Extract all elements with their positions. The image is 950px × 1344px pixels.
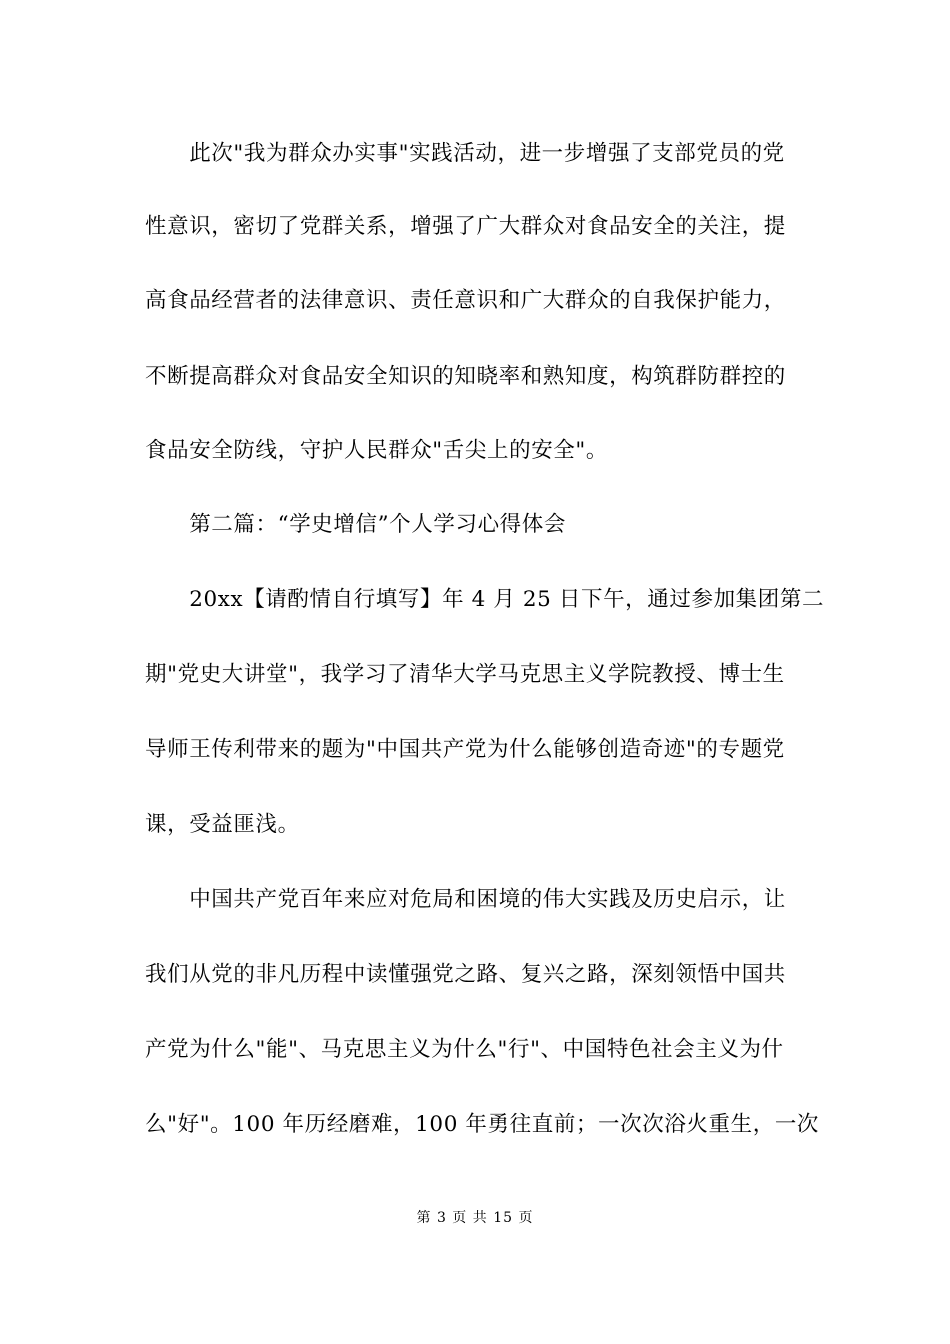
paragraph-1-line-3: 高食品经营者的法律意识、责任意识和广大群众的自我保护能力， (145, 288, 786, 313)
paragraph-3-line-3: 产党为什么"能"、马克思主义为什么"行"、中国特色社会主义为什 (145, 1037, 784, 1062)
paragraph-3-line-2: 我们从党的非凡历程中读懂强党之路、复兴之路，深刻领悟中国共 (145, 962, 786, 987)
paragraph-1-line-2: 性意识，密切了党群关系，增强了广大群众对食品安全的关注，提 (145, 214, 786, 239)
paragraph-2-line-1: 20xx【请酌情自行填写】年 4 月 25 日下午，通过参加集团第二 (145, 587, 825, 612)
section-heading: 第二篇：“学史增信”个人学习心得体会 (145, 512, 566, 537)
paragraph-3-line-1: 中国共产党百年来应对危局和困境的伟大实践及历史启示，让 (145, 887, 786, 912)
paragraph-1-line-1: 此次"我为群众办实事"实践活动，进一步增强了支部党员的党 (145, 141, 785, 166)
paragraph-1-line-4: 不断提高群众对食品安全知识的知晓率和熟知度，构筑群防群控的 (145, 364, 786, 389)
paragraph-2-line-4: 课，受益匪浅。 (145, 812, 300, 837)
page-number-footer: 第 3 页 共 15 页 (416, 1210, 534, 1226)
paragraph-3-line-4: 么"好"。100 年历经磨难，100 年勇往直前；一次次浴火重生，一次 (145, 1112, 820, 1137)
paragraph-2-line-3: 导师王传利带来的题为"中国共产党为什么能够创造奇迹"的专题党 (145, 737, 785, 762)
paragraph-2-line-2: 期"党史大讲堂"，我学习了清华大学马克思主义学院教授、博士生 (145, 662, 785, 687)
paragraph-1-line-5: 食品安全防线，守护人民群众"舌尖上的安全"。 (145, 438, 608, 463)
